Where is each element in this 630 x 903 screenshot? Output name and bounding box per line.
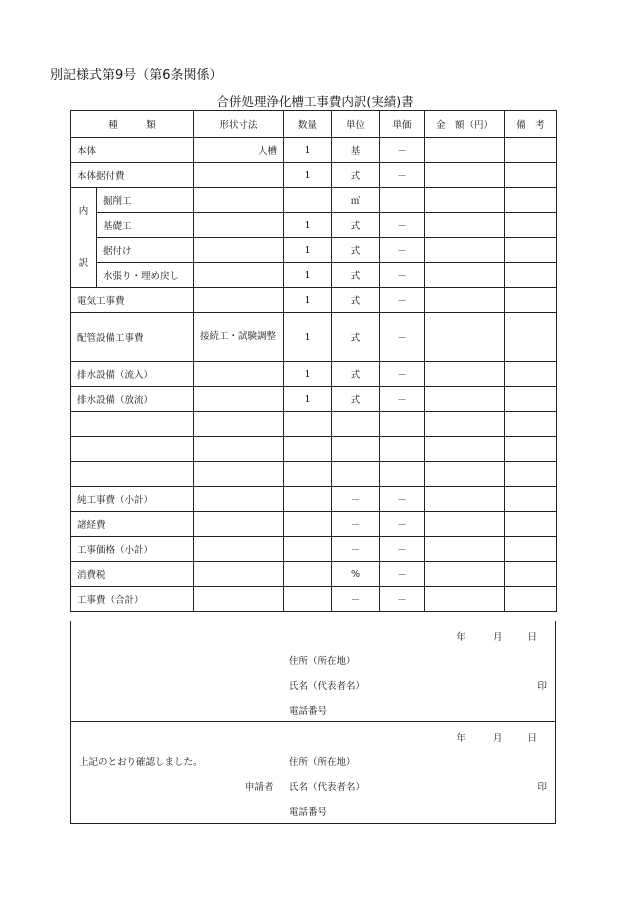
breakdown-label: 内 訳 [71, 188, 97, 288]
table-row [71, 512, 557, 537]
row-label: 本体 [71, 138, 194, 163]
blank-cell[interactable] [505, 462, 557, 487]
form-number: 別記様式第9号（第6条関係） [50, 68, 223, 83]
unit-cell: － [332, 537, 380, 562]
blank-row [71, 437, 557, 462]
header-unit: 単位 [332, 111, 380, 138]
confirmation-text: 上記のとおり確認しました。 [79, 757, 203, 768]
shape-cell[interactable] [194, 387, 284, 412]
amount-cell[interactable] [425, 387, 505, 412]
address-label: 住所（所在地） [289, 656, 356, 667]
price-cell [380, 188, 425, 213]
remarks-cell[interactable] [505, 537, 557, 562]
table-row [71, 288, 557, 313]
price-cell: － [380, 163, 425, 188]
header-amount: 金 額（円） [425, 111, 505, 138]
qty-cell[interactable]: 1 [284, 362, 332, 387]
blank-cell[interactable] [284, 412, 332, 437]
remarks-cell[interactable] [505, 562, 557, 587]
row-label: 電気工事費 [71, 288, 194, 313]
price-cell: － [380, 238, 425, 263]
blank-cell[interactable] [505, 437, 557, 462]
remarks-cell[interactable] [505, 587, 557, 612]
qty-cell[interactable] [284, 188, 332, 213]
header-remarks: 備 考 [505, 111, 557, 138]
qty-cell[interactable]: 1 [284, 263, 332, 288]
qty-cell[interactable]: 1 [284, 288, 332, 313]
price-cell: － [380, 487, 425, 512]
row-label: 本体据付費 [71, 163, 194, 188]
remarks-cell[interactable] [505, 213, 557, 238]
blank-cell[interactable] [425, 412, 505, 437]
unit-cell: 式 [332, 163, 380, 188]
amount-cell[interactable] [425, 512, 505, 537]
price-cell: － [380, 512, 425, 537]
applicant-section [70, 722, 556, 824]
qty-cell[interactable]: 1 [284, 313, 332, 362]
blank-cell[interactable] [380, 437, 425, 462]
unit-cell: － [332, 512, 380, 537]
row-label: 消費税 [71, 562, 194, 587]
qty-cell[interactable] [284, 512, 332, 537]
row-label: 据付け [97, 238, 194, 263]
price-cell: － [380, 263, 425, 288]
blank-cell[interactable] [505, 412, 557, 437]
qty-cell[interactable] [284, 487, 332, 512]
row-label: 工事価格（小計） [71, 537, 194, 562]
header-shape: 形状寸法 [194, 111, 284, 138]
blank-cell[interactable] [194, 437, 284, 462]
blank-cell[interactable] [380, 462, 425, 487]
shape-cell[interactable] [194, 188, 284, 213]
seal-label: 印 [537, 782, 547, 793]
blank-cell[interactable] [71, 437, 194, 462]
amount-cell[interactable] [425, 138, 505, 163]
qty-cell[interactable] [284, 562, 332, 587]
table-row [71, 163, 557, 188]
unit-cell: % [332, 562, 380, 587]
shape-cell[interactable] [194, 362, 284, 387]
unit-cell: － [332, 487, 380, 512]
row-label: 諸経費 [71, 512, 194, 537]
qty-cell[interactable]: 1 [284, 387, 332, 412]
table-row [71, 263, 557, 288]
qty-cell[interactable]: 1 [284, 213, 332, 238]
remarks-cell[interactable] [505, 387, 557, 412]
table-row [71, 213, 557, 238]
table-row [71, 537, 557, 562]
shape-cell[interactable] [194, 263, 284, 288]
table-row [71, 138, 557, 163]
contractor-section [70, 621, 556, 722]
unit-cell: 式 [332, 263, 380, 288]
table-row [71, 587, 557, 612]
row-label: 工事費（合計） [71, 587, 194, 612]
price-cell: － [380, 313, 425, 362]
shape-cell[interactable] [194, 587, 284, 612]
amount-cell[interactable] [425, 163, 505, 188]
unit-cell: 式 [332, 238, 380, 263]
amount-cell[interactable] [425, 362, 505, 387]
row-label: 配管設備工事費 [71, 313, 194, 362]
blank-row [71, 462, 557, 487]
blank-cell[interactable] [194, 412, 284, 437]
row-label: 水張り・埋め戻し [97, 263, 194, 288]
price-cell: － [380, 537, 425, 562]
blank-cell[interactable] [284, 462, 332, 487]
qty-cell[interactable]: 1 [284, 238, 332, 263]
remarks-cell[interactable] [505, 512, 557, 537]
remarks-cell[interactable] [505, 362, 557, 387]
remarks-cell[interactable] [505, 163, 557, 188]
unit-cell: 式 [332, 362, 380, 387]
amount-cell[interactable] [425, 188, 505, 213]
price-cell: － [380, 562, 425, 587]
applicant-label: 申請者 [245, 782, 274, 793]
qty-cell[interactable] [284, 587, 332, 612]
price-cell: － [380, 362, 425, 387]
blank-cell[interactable] [71, 412, 194, 437]
remarks-cell[interactable] [505, 138, 557, 163]
header-row [71, 111, 557, 138]
document-title: 合併処理浄化槽工事費内訳(実績)書 [216, 94, 414, 109]
blank-cell[interactable] [332, 412, 380, 437]
day-label: 日 [527, 632, 537, 643]
month-label: 月 [492, 632, 503, 643]
blank-cell[interactable] [332, 437, 380, 462]
blank-cell[interactable] [71, 462, 194, 487]
year-label: 年 [456, 733, 466, 744]
year-label: 年 [456, 632, 466, 643]
remarks-cell[interactable] [505, 238, 557, 263]
amount-cell[interactable] [425, 263, 505, 288]
qty-cell[interactable]: 1 [284, 138, 332, 163]
remarks-cell[interactable] [505, 487, 557, 512]
shape-cell[interactable] [194, 562, 284, 587]
price-cell: － [380, 288, 425, 313]
header-price: 単価 [380, 111, 425, 138]
shape-cell[interactable] [194, 163, 284, 188]
address-label: 住所（所在地） [289, 757, 356, 768]
header-qty: 数量 [284, 111, 332, 138]
phone-label: 電話番号 [289, 807, 328, 818]
remarks-cell[interactable] [505, 263, 557, 288]
blank-cell[interactable] [425, 462, 505, 487]
unit-cell: 基 [332, 138, 380, 163]
date-line[interactable] [436, 730, 537, 744]
name-label: 氏名（代表者名） [289, 782, 366, 793]
month-label: 月 [492, 733, 503, 744]
table-row [71, 487, 557, 512]
qty-cell[interactable] [284, 537, 332, 562]
blank-cell[interactable] [194, 462, 284, 487]
table-row [71, 313, 557, 362]
shape-cell[interactable]: 接続工・試験調整 [194, 313, 284, 362]
price-cell: － [380, 213, 425, 238]
blank-cell[interactable] [284, 437, 332, 462]
row-label: 排水設備（放流） [71, 387, 194, 412]
amount-cell[interactable] [425, 587, 505, 612]
amount-cell[interactable] [425, 313, 505, 362]
remarks-cell[interactable] [505, 313, 557, 362]
blank-row [71, 412, 557, 437]
shape-cell[interactable] [194, 288, 284, 313]
row-label: 掘削工 [97, 188, 194, 213]
header-type: 種 類 [71, 111, 194, 138]
shape-cell[interactable]: 人槽 [194, 138, 284, 163]
unit-cell: － [332, 587, 380, 612]
qty-cell[interactable]: 1 [284, 163, 332, 188]
seal-label: 印 [537, 681, 547, 692]
table-row [71, 188, 557, 213]
day-label: 日 [527, 733, 537, 744]
cost-breakdown-table [70, 110, 557, 612]
shape-cell[interactable] [194, 487, 284, 512]
row-label: 排水設備（流入） [71, 362, 194, 387]
blank-cell[interactable] [380, 412, 425, 437]
table-row [71, 562, 557, 587]
unit-cell: ㎥ [332, 188, 380, 213]
row-label: 基礎工 [97, 213, 194, 238]
shape-cell[interactable] [194, 238, 284, 263]
remarks-cell[interactable] [505, 288, 557, 313]
table-row [71, 387, 557, 412]
unit-cell: 式 [332, 288, 380, 313]
amount-cell[interactable] [425, 487, 505, 512]
unit-cell: 式 [332, 313, 380, 362]
phone-label: 電話番号 [289, 706, 328, 717]
amount-cell[interactable] [425, 562, 505, 587]
table-row [71, 362, 557, 387]
blank-cell[interactable] [425, 437, 505, 462]
amount-cell[interactable] [425, 213, 505, 238]
amount-cell[interactable] [425, 537, 505, 562]
unit-cell: 式 [332, 213, 380, 238]
blank-cell[interactable] [332, 462, 380, 487]
price-cell: － [380, 387, 425, 412]
table-row [71, 238, 557, 263]
price-cell: － [380, 138, 425, 163]
shape-cell[interactable] [194, 537, 284, 562]
date-line[interactable] [436, 629, 537, 643]
remarks-cell[interactable] [505, 188, 557, 213]
row-label: 純工事費（小計） [71, 487, 194, 512]
amount-cell[interactable] [425, 288, 505, 313]
name-label: 氏名（代表者名） [289, 681, 366, 692]
amount-cell[interactable] [425, 238, 505, 263]
shape-cell[interactable] [194, 213, 284, 238]
price-cell: － [380, 587, 425, 612]
unit-cell: 式 [332, 387, 380, 412]
shape-cell[interactable] [194, 512, 284, 537]
